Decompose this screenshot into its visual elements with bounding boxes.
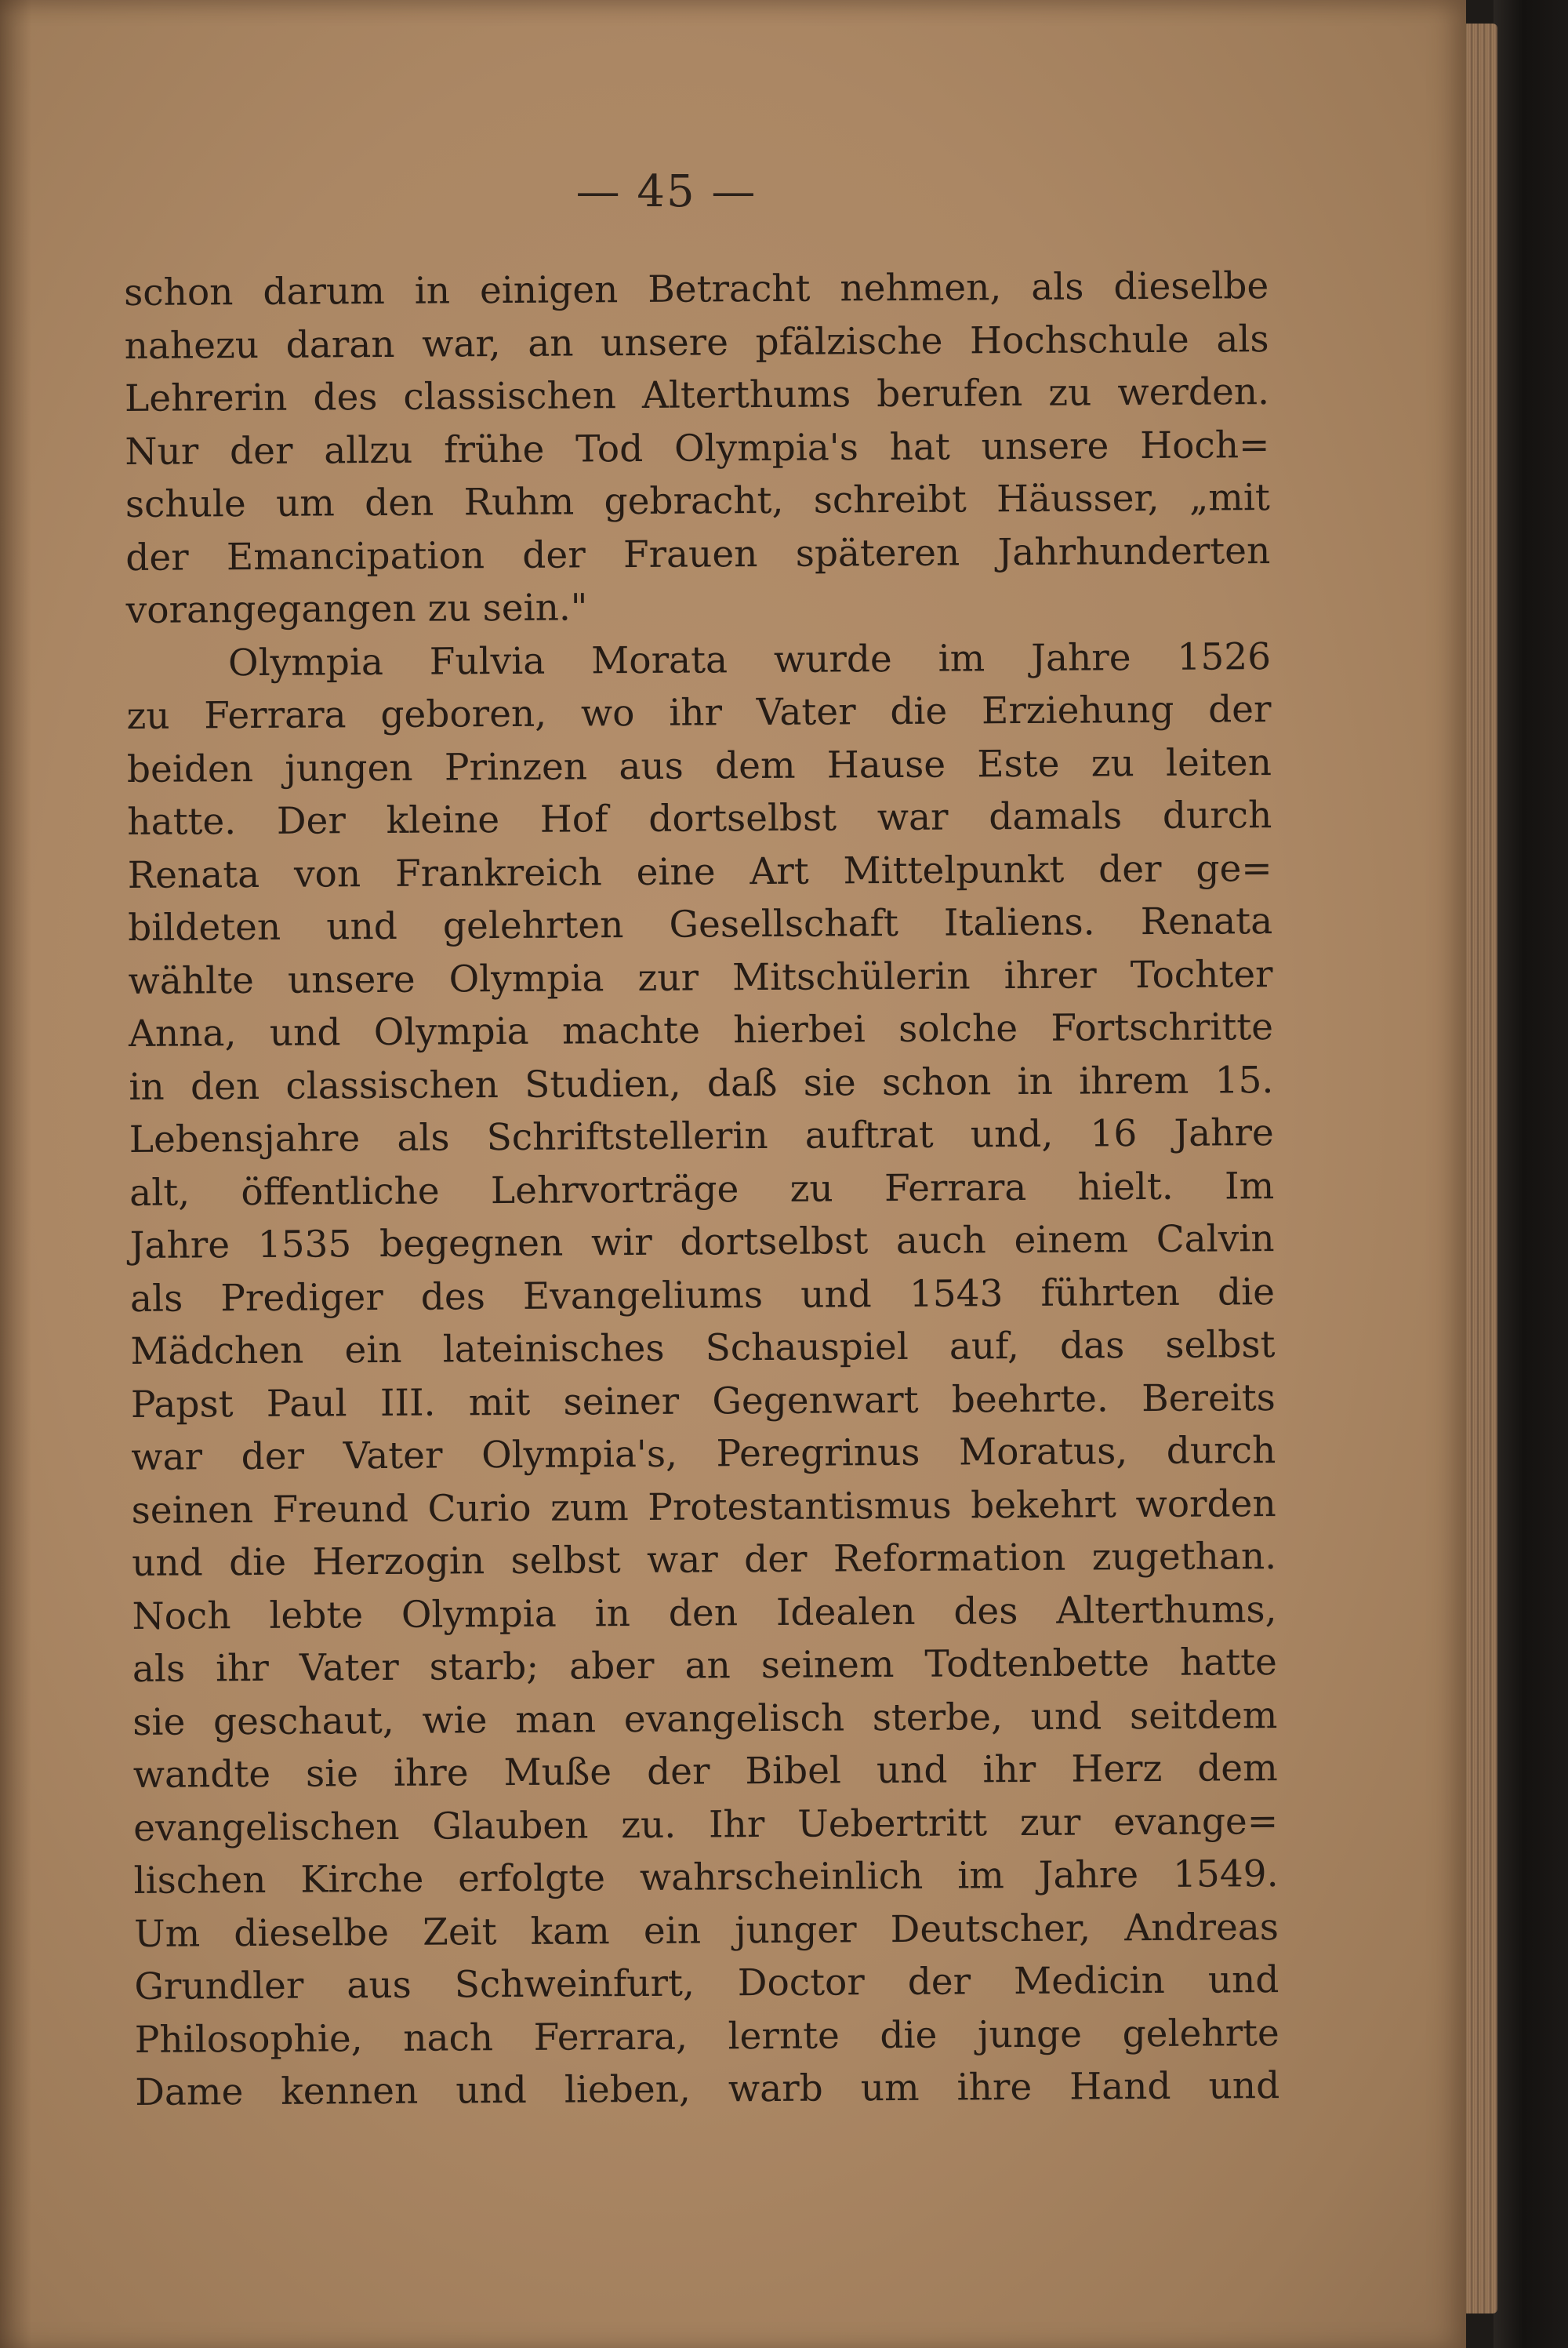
text-line: evangelischen Glauben zu. Ihr Uebertritt zur evange= [132, 1799, 1279, 1850]
text-line: Anna, und Olympia machte hierbei solche Fortschritte [128, 1005, 1274, 1056]
text-line: der Emancipation der Frauen späteren Jahrhunderten [125, 529, 1271, 580]
text-line: beiden jungen Prinzen aus dem Hause Este zu leiten [126, 740, 1272, 791]
text-line: Grundler aus Schweinfurt, Doctor der Medicin und [134, 1958, 1279, 2008]
text-line: Noch lebte Olympia in den Idealen des Alterthums, [132, 1587, 1277, 1638]
text-line: als ihr Vater starb; aber an seinem Todtenbette hatte [132, 1641, 1278, 1691]
text-line: Nur der allzu frühe Tod Olympia's hat unsere Hoch= [125, 423, 1270, 474]
text-line: Lehrerin des classischen Alterthums berufen zu werden. [124, 370, 1270, 420]
text-line: Dame kennen und lieben, warb um ihre Hand und [135, 2064, 1280, 2114]
text-line: Philosophie, nach Ferrara, lernte die junge gelehrte [134, 2011, 1279, 2062]
text-line: Mädchen ein lateinisches Schauspiel auf, das selbst [130, 1323, 1276, 1373]
text-line: wählte unsere Olympia zur Mitschülerin ihrer Tochter [128, 952, 1273, 1003]
text-line: Renata von Frankreich eine Art Mittelpunkt der ge= [127, 846, 1272, 897]
text-line: lischen Kirche erfolgte wahrscheinlich im Jahre 1549. [133, 1852, 1279, 1903]
text-line: Um dieselbe Zeit kam ein junger Deutscher, Andreas [133, 1905, 1279, 1956]
text-line: Jahre 1535 begegnen wir dortselbst auch einem Calvin [129, 1217, 1275, 1267]
text-line: zu Ferrara geboren, wo ihr Vater die Erziehung der [126, 688, 1272, 738]
body-text [124, 260, 1279, 2119]
text-line: nahezu daran war, an unsere pfälzische Hochschule als [124, 317, 1269, 368]
text-line: wandte sie ihre Muße der Bibel und ihr Herz dem [132, 1746, 1278, 1797]
text-line: und die Herzogin selbst war der Reformation zugethan. [131, 1535, 1277, 1585]
gutter-shadow [0, 0, 31, 2348]
text-line: war der Vater Olympia's, Peregrinus Moratus, durch [131, 1429, 1276, 1479]
text-line: hatte. Der kleine Hof dortselbst war damals durch [127, 794, 1272, 844]
text-line: Olympia Fulvia Morata wurde im Jahre 1526 [227, 634, 1272, 685]
text-line: alt, öffentliche Lehrvorträge zu Ferrara hielt. Im [129, 1164, 1275, 1215]
page-number: — 45 — [575, 166, 757, 217]
text-line: bildeten und gelehrten Gesellschaft Italiens. Renata [127, 900, 1273, 950]
text-line: vorangegangen zu sein." [125, 586, 588, 632]
text-line: Papst Paul III. mit seiner Gegenwart beehrte. Bereits [130, 1376, 1276, 1427]
text-line: Lebensjahre als Schriftstellerin auftrat und, 16 Jahre [129, 1111, 1274, 1161]
text-line: in den classischen Studien, daß sie schon in ihrem 15. [129, 1058, 1274, 1109]
text-line: als Prediger des Evangeliums und 1543 führten die [129, 1270, 1276, 1321]
book-cover-edge [1494, 0, 1568, 2348]
text-line: sie geschaut, wie man evangelisch sterbe, und seitdem [132, 1693, 1278, 1744]
text-line: seinen Freund Curio zum Protestantismus bekehrt worden [131, 1481, 1276, 1532]
text-line: schon darum in einigen Betracht nehmen, als dieselbe [124, 264, 1269, 314]
text-line: schule um den Ruhm gebracht, schreibt Häusser, „mit [125, 476, 1270, 526]
